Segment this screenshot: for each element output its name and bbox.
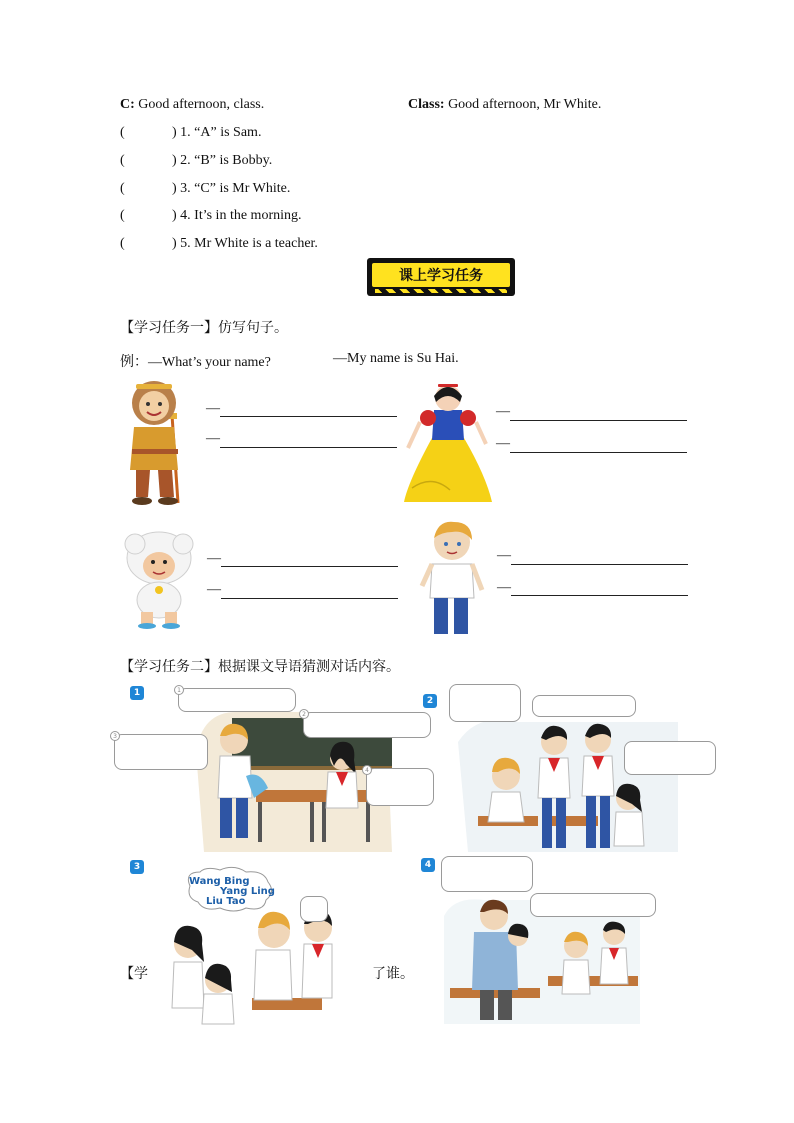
bubble-number: 3	[110, 731, 120, 741]
answer-line[interactable]	[510, 452, 687, 453]
dash: —	[207, 582, 221, 597]
answer-line[interactable]	[511, 595, 688, 596]
speech-bubble[interactable]	[449, 684, 521, 722]
banner-stripe	[375, 289, 507, 293]
answer-blank[interactable]: (	[120, 153, 125, 168]
speech-bubble[interactable]	[114, 734, 208, 770]
task2-heading: 【学习任务二】根据课文导语猜测对话内容。	[120, 659, 400, 675]
name-label: Liu Tao	[206, 896, 246, 907]
speech-bubble[interactable]	[441, 856, 533, 892]
speaker-c: C:	[120, 97, 135, 112]
example-question: —What’s your name?	[148, 355, 271, 370]
judge-text: 3. “C” is Mr White.	[180, 181, 291, 196]
answer-line[interactable]	[221, 566, 398, 567]
boy-mike-icon	[420, 520, 486, 638]
speech-bubble[interactable]	[530, 893, 656, 917]
panel-number: 1	[130, 686, 144, 700]
panel-number: 3	[130, 860, 144, 874]
answer-line[interactable]	[220, 416, 397, 417]
dialogue-c	[120, 97, 264, 113]
name-label: Wang Bing	[189, 876, 250, 887]
task1-example	[120, 351, 271, 371]
dialogue-class	[408, 97, 601, 113]
example-label: 例：	[120, 354, 148, 370]
speech-bubble[interactable]	[300, 896, 328, 922]
answer-blank[interactable]: (	[120, 125, 125, 140]
bubble-number: 2	[299, 709, 309, 719]
snow-white-icon	[402, 378, 494, 506]
speech-bubble[interactable]	[624, 741, 716, 775]
answer-line[interactable]	[221, 598, 398, 599]
classroom-scene-2	[458, 712, 678, 852]
bubble-number: 4	[362, 765, 372, 775]
dash: —	[206, 431, 220, 446]
dash: —	[207, 551, 221, 566]
judge-item: ( ) 2. “B” is Bobby.	[120, 153, 273, 168]
dash: —	[497, 548, 511, 563]
task3-heading-partial-right: 了谁。	[372, 966, 414, 982]
judge-text: 4. It’s in the morning.	[180, 208, 302, 223]
speaker-class: Class:	[408, 97, 445, 112]
speech-class: Good afternoon, Mr White.	[448, 97, 602, 112]
judge-text: 1. “A” is Sam.	[180, 125, 262, 140]
judge-item: ( ) 1. “A” is Sam.	[120, 125, 262, 140]
speech-bubble[interactable]	[303, 712, 431, 738]
judge-item: ( ) 5. Mr White is a teacher.	[120, 236, 318, 251]
bubble-number: 1	[174, 685, 184, 695]
task3-heading-partial-left: 【学	[120, 966, 148, 982]
answer-blank[interactable]: (	[120, 208, 125, 223]
section-banner	[367, 258, 515, 296]
answer-blank[interactable]: (	[120, 181, 125, 196]
judge-item: ( ) 4. It’s in the morning.	[120, 208, 302, 223]
name-label: Yang Ling	[220, 886, 275, 897]
answer-line[interactable]	[220, 447, 397, 448]
dash: —	[496, 436, 510, 451]
dash: —	[206, 401, 220, 416]
speech-bubble[interactable]	[366, 768, 434, 806]
judge-text: 2. “B” is Bobby.	[180, 153, 273, 168]
speech-c: Good afternoon, class.	[138, 97, 265, 112]
answer-line[interactable]	[510, 420, 687, 421]
speech-bubble[interactable]	[178, 688, 296, 712]
answer-blank[interactable]: (	[120, 236, 125, 251]
dash: —	[497, 580, 511, 595]
panel-number: 2	[423, 694, 437, 708]
speech-bubble[interactable]	[532, 695, 636, 717]
panel-number: 4	[421, 858, 435, 872]
dash: —	[496, 404, 510, 419]
sheep-icon	[123, 528, 195, 630]
monkey-king-icon	[122, 375, 194, 507]
task1-heading: 【学习任务一】仿写句子。	[120, 320, 288, 336]
judge-text: 5. Mr White is a teacher.	[180, 236, 318, 251]
task1-example-answer: —My name is Su Hai.	[333, 351, 459, 366]
answer-line[interactable]	[511, 564, 688, 565]
banner-title: 课上学习任务	[372, 263, 510, 287]
judge-item: ( ) 3. “C” is Mr White.	[120, 181, 291, 196]
